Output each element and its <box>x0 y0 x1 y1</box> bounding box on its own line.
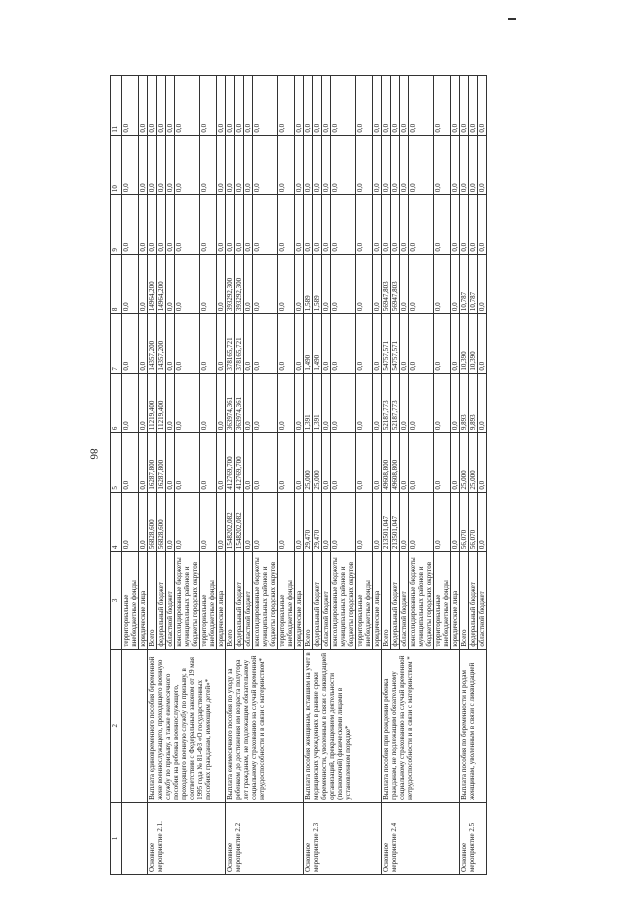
value-cell: 0,0 <box>139 76 148 136</box>
value-cell: 412769,700 <box>226 433 235 493</box>
value-cell: 29,470 <box>304 492 313 552</box>
value-cell: 10,787 <box>460 254 469 314</box>
value-cell: 0,0 <box>478 492 487 552</box>
funding-source: консолидированные бюджеты муниципальных районов и бюджеты городских округов <box>175 552 200 650</box>
value-cell: 0,0 <box>434 314 451 374</box>
value-cell: 0,0 <box>244 373 253 433</box>
value-cell: 1548202,082 <box>226 492 235 552</box>
budget-table <box>110 75 487 875</box>
value-cell: 0,0 <box>253 373 278 433</box>
header-cell: 1 <box>111 802 122 874</box>
funding-source: юридические лица <box>295 552 304 650</box>
value-cell: 0,0 <box>451 373 460 433</box>
value-cell: 0,0 <box>226 135 235 195</box>
value-cell: 1,490 <box>304 314 313 374</box>
value-cell: 0,0 <box>175 314 200 374</box>
value-cell: 0,0 <box>217 135 226 195</box>
value-cell: 0,0 <box>400 76 409 136</box>
value-cell: 0,0 <box>278 433 295 493</box>
value-cell: 0,0 <box>373 76 382 136</box>
value-cell: 0,0 <box>295 195 304 255</box>
value-cell: 0,0 <box>331 135 356 195</box>
value-cell: 0,0 <box>451 135 460 195</box>
value-cell: 0,0 <box>200 135 217 195</box>
value-cell: 0,0 <box>331 433 356 493</box>
value-cell: 56828,600 <box>157 492 166 552</box>
value-cell: 0,0 <box>434 135 451 195</box>
value-cell: 0,0 <box>322 373 331 433</box>
value-cell: 0,0 <box>253 433 278 493</box>
funding-source: областной бюджет <box>478 552 487 650</box>
funding-source: областной бюджет <box>322 552 331 650</box>
measure-name: Основное мероприятие 2.1. <box>148 802 226 874</box>
value-cell: 0,0 <box>322 314 331 374</box>
value-cell: 0,0 <box>400 254 409 314</box>
table-row <box>226 76 235 875</box>
value-cell: 56828,600 <box>148 492 157 552</box>
value-cell: 0,0 <box>122 314 139 374</box>
value-cell: 0,0 <box>139 433 148 493</box>
table-body <box>122 76 487 875</box>
value-cell: 0,0 <box>331 492 356 552</box>
value-cell: 16287,800 <box>148 433 157 493</box>
value-cell: 0,0 <box>295 373 304 433</box>
value-cell: 0,0 <box>122 433 139 493</box>
funding-source: консолидированные бюджеты муниципальных районов и бюджеты городских округов <box>331 552 356 650</box>
value-cell: 0,0 <box>469 195 478 255</box>
funding-source: территориальные внебюджетные фонды <box>200 552 217 650</box>
value-cell: 0,0 <box>235 135 244 195</box>
value-cell: 0,0 <box>139 135 148 195</box>
funding-source: федеральный бюджет <box>313 552 322 650</box>
value-cell: 363974,361 <box>235 373 244 433</box>
value-cell: 0,0 <box>217 195 226 255</box>
value-cell: 0,0 <box>235 195 244 255</box>
funding-source: федеральный бюджет <box>235 552 244 650</box>
value-cell: 56947,803 <box>382 254 391 314</box>
value-cell: 0,0 <box>451 195 460 255</box>
value-cell: 0,0 <box>356 492 373 552</box>
value-cell: 0,0 <box>200 373 217 433</box>
measure-name: Основное мероприятие 2.5 <box>460 802 487 874</box>
value-cell: 0,0 <box>166 433 175 493</box>
value-cell: 0,0 <box>166 373 175 433</box>
value-cell: 0,0 <box>409 76 434 136</box>
value-cell: 0,0 <box>322 433 331 493</box>
value-cell: 0,0 <box>175 433 200 493</box>
value-cell: 0,0 <box>478 195 487 255</box>
value-cell: 0,0 <box>409 254 434 314</box>
value-cell: 0,0 <box>391 195 400 255</box>
value-cell: 0,0 <box>157 76 166 136</box>
value-cell: 0,0 <box>122 492 139 552</box>
table-row <box>122 76 139 875</box>
value-cell: 0,0 <box>322 76 331 136</box>
value-cell: 0,0 <box>460 76 469 136</box>
value-cell: 0,0 <box>322 135 331 195</box>
value-cell: 11219,400 <box>148 373 157 433</box>
value-cell: 0,0 <box>139 254 148 314</box>
value-cell: 0,0 <box>226 76 235 136</box>
table-row <box>382 76 391 875</box>
value-cell: 0,0 <box>139 195 148 255</box>
funding-source: областной бюджет <box>400 552 409 650</box>
value-cell: 0,0 <box>356 314 373 374</box>
value-cell: 0,0 <box>122 254 139 314</box>
value-cell: 0,0 <box>478 135 487 195</box>
value-cell: 0,0 <box>278 492 295 552</box>
value-cell: 0,0 <box>217 433 226 493</box>
value-cell: 0,0 <box>434 492 451 552</box>
value-cell: 0,0 <box>382 195 391 255</box>
value-cell: 0,0 <box>200 314 217 374</box>
value-cell: 0,0 <box>175 254 200 314</box>
value-cell: 0,0 <box>295 76 304 136</box>
funding-source: Всего <box>382 552 391 650</box>
measure-description: Выплата единовременного пособия беременной жене военнослужащего, проходящего военную службу по призыву, а также ежемесячного пособия на ребенка военнослужащего, проходящего военную службу по призыву, в соответствии с Федеральным законом от 19 мая 1995 года № 81-ФЗ «О государственных пособиях гражданам, имеющим детей»* <box>148 649 226 802</box>
header-cell: 9 <box>111 195 122 255</box>
value-cell: 0,0 <box>253 254 278 314</box>
header-cell: 5 <box>111 433 122 493</box>
table-row <box>304 76 313 875</box>
value-cell: 0,0 <box>478 373 487 433</box>
funding-source: Всего <box>226 552 235 650</box>
value-cell: 0,0 <box>460 195 469 255</box>
measure-description <box>122 649 148 802</box>
value-cell: 0,0 <box>244 433 253 493</box>
value-cell: 0,0 <box>391 76 400 136</box>
header-cell: 10 <box>111 135 122 195</box>
value-cell: 0,0 <box>409 135 434 195</box>
value-cell: 56,070 <box>469 492 478 552</box>
header-cell: 4 <box>111 492 122 552</box>
value-cell: 0,0 <box>313 195 322 255</box>
funding-source: юридические лица <box>139 552 148 650</box>
value-cell: 0,0 <box>244 314 253 374</box>
value-cell: 0,0 <box>356 373 373 433</box>
value-cell: 0,0 <box>373 373 382 433</box>
value-cell: 0,0 <box>451 492 460 552</box>
value-cell: 0,0 <box>139 373 148 433</box>
value-cell: 0,0 <box>400 135 409 195</box>
value-cell: 14964,200 <box>148 254 157 314</box>
value-cell: 393292,300 <box>226 254 235 314</box>
value-cell: 0,0 <box>391 135 400 195</box>
value-cell: 0,0 <box>278 373 295 433</box>
table-row <box>148 76 157 875</box>
value-cell: 0,0 <box>409 314 434 374</box>
value-cell: 0,0 <box>217 76 226 136</box>
value-cell: 0,0 <box>175 195 200 255</box>
funding-source: юридические лица <box>217 552 226 650</box>
value-cell: 0,0 <box>304 76 313 136</box>
value-cell: 0,0 <box>322 254 331 314</box>
value-cell: 0,0 <box>200 76 217 136</box>
value-cell: 0,0 <box>409 195 434 255</box>
header-cell: 2 <box>111 649 122 802</box>
value-cell: 0,0 <box>166 492 175 552</box>
value-cell: 11219,400 <box>157 373 166 433</box>
value-cell: 0,0 <box>469 76 478 136</box>
funding-source: федеральный бюджет <box>391 552 400 650</box>
value-cell: 0,0 <box>217 373 226 433</box>
value-cell: 56947,803 <box>391 254 400 314</box>
header-cell: 6 <box>111 373 122 433</box>
header-cell: 8 <box>111 254 122 314</box>
value-cell: 0,0 <box>304 135 313 195</box>
scan-mark <box>508 18 516 20</box>
value-cell: 0,0 <box>122 195 139 255</box>
value-cell: 0,0 <box>139 314 148 374</box>
measure-description: Выплата пособия по беременности и родам женщинам, уволенным в связи с ликвидацией <box>460 649 487 802</box>
value-cell: 25,000 <box>313 433 322 493</box>
value-cell: 0,0 <box>278 76 295 136</box>
value-cell: 0,0 <box>200 195 217 255</box>
header-row <box>111 76 122 875</box>
header-cell: 3 <box>111 552 122 650</box>
value-cell: 0,0 <box>322 195 331 255</box>
value-cell: 0,0 <box>331 254 356 314</box>
value-cell: 0,0 <box>253 195 278 255</box>
funding-source: территориальные внебюджетные фонды <box>278 552 295 650</box>
value-cell: 0,0 <box>295 433 304 493</box>
value-cell: 0,0 <box>278 314 295 374</box>
value-cell: 0,0 <box>400 373 409 433</box>
value-cell: 0,0 <box>139 492 148 552</box>
value-cell: 0,0 <box>157 135 166 195</box>
value-cell: 0,0 <box>217 492 226 552</box>
value-cell: 9,893 <box>460 373 469 433</box>
value-cell: 49608,800 <box>391 433 400 493</box>
value-cell: 0,0 <box>451 254 460 314</box>
value-cell: 1,391 <box>304 373 313 433</box>
value-cell: 1,490 <box>313 314 322 374</box>
value-cell: 25,000 <box>469 433 478 493</box>
value-cell: 0,0 <box>373 254 382 314</box>
value-cell: 29,470 <box>313 492 322 552</box>
value-cell: 0,0 <box>244 135 253 195</box>
value-cell: 0,0 <box>356 76 373 136</box>
value-cell: 0,0 <box>356 254 373 314</box>
value-cell: 0,0 <box>157 195 166 255</box>
value-cell: 363974,361 <box>226 373 235 433</box>
value-cell: 0,0 <box>278 254 295 314</box>
value-cell: 0,0 <box>122 135 139 195</box>
value-cell: 0,0 <box>313 135 322 195</box>
value-cell: 0,0 <box>244 76 253 136</box>
value-cell: 0,0 <box>434 254 451 314</box>
value-cell: 0,0 <box>331 76 356 136</box>
value-cell: 213501,047 <box>391 492 400 552</box>
value-cell: 0,0 <box>469 135 478 195</box>
measure-name: Основное мероприятие 2.3 <box>304 802 382 874</box>
funding-source: консолидированные бюджеты муниципальных районов и бюджеты городских округов <box>253 552 278 650</box>
value-cell: 0,0 <box>148 195 157 255</box>
value-cell: 0,0 <box>434 195 451 255</box>
value-cell: 378165,721 <box>235 314 244 374</box>
value-cell: 0,0 <box>331 195 356 255</box>
value-cell: 0,0 <box>478 254 487 314</box>
value-cell: 213501,047 <box>382 492 391 552</box>
value-cell: 0,0 <box>313 76 322 136</box>
value-cell: 0,0 <box>295 314 304 374</box>
value-cell: 1,391 <box>313 373 322 433</box>
value-cell: 0,0 <box>434 373 451 433</box>
value-cell: 0,0 <box>253 135 278 195</box>
value-cell: 0,0 <box>373 314 382 374</box>
value-cell: 0,0 <box>331 373 356 433</box>
value-cell: 10,787 <box>469 254 478 314</box>
value-cell: 0,0 <box>400 433 409 493</box>
value-cell: 14964,200 <box>157 254 166 314</box>
value-cell: 0,0 <box>235 76 244 136</box>
value-cell: 25,000 <box>304 433 313 493</box>
measure-name <box>122 802 148 874</box>
value-cell: 0,0 <box>400 492 409 552</box>
value-cell: 0,0 <box>244 254 253 314</box>
value-cell: 16287,800 <box>157 433 166 493</box>
value-cell: 0,0 <box>434 76 451 136</box>
value-cell: 0,0 <box>253 492 278 552</box>
header-cell: 7 <box>111 314 122 374</box>
value-cell: 0,0 <box>478 76 487 136</box>
value-cell: 0,0 <box>295 135 304 195</box>
value-cell: 0,0 <box>400 195 409 255</box>
value-cell: 0,0 <box>244 195 253 255</box>
value-cell: 0,0 <box>373 195 382 255</box>
value-cell: 54757,571 <box>391 314 400 374</box>
value-cell: 0,0 <box>400 314 409 374</box>
value-cell: 0,0 <box>166 76 175 136</box>
value-cell: 0,0 <box>217 254 226 314</box>
value-cell: 0,0 <box>175 492 200 552</box>
value-cell: 10,390 <box>460 314 469 374</box>
value-cell: 0,0 <box>373 135 382 195</box>
value-cell: 0,0 <box>278 195 295 255</box>
value-cell: 0,0 <box>451 314 460 374</box>
measure-name: Основное мероприятие 2.4 <box>382 802 460 874</box>
value-cell: 0,0 <box>356 195 373 255</box>
value-cell: 0,0 <box>253 314 278 374</box>
funding-source: территориальные внебюджетные фонды <box>356 552 373 650</box>
value-cell: 0,0 <box>148 135 157 195</box>
value-cell: 0,0 <box>166 195 175 255</box>
value-cell: 412769,700 <box>235 433 244 493</box>
value-cell: 0,0 <box>200 492 217 552</box>
value-cell: 0,0 <box>460 135 469 195</box>
value-cell: 1,589 <box>304 254 313 314</box>
value-cell: 0,0 <box>166 314 175 374</box>
value-cell: 0,0 <box>122 76 139 136</box>
value-cell: 0,0 <box>175 135 200 195</box>
value-cell: 0,0 <box>382 135 391 195</box>
value-cell: 0,0 <box>382 76 391 136</box>
rotated-table-page <box>110 75 610 875</box>
value-cell: 0,0 <box>322 492 331 552</box>
value-cell: 0,0 <box>356 433 373 493</box>
value-cell: 52187,773 <box>382 373 391 433</box>
funding-source: консолидированные бюджеты муниципальных районов и бюджеты городских округов <box>409 552 434 650</box>
value-cell: 54757,571 <box>382 314 391 374</box>
value-cell: 1,589 <box>313 254 322 314</box>
funding-source: юридические лица <box>373 552 382 650</box>
measure-description: Выплата пособия при рождении ребенка гражданам, не подлежащим обязательному социальному страхованию на случай временной нетрудоспособности и в связи с материнством * <box>382 649 460 802</box>
page-number: 86 <box>87 448 100 460</box>
funding-source: Всего <box>304 552 313 650</box>
value-cell: 9,893 <box>469 373 478 433</box>
value-cell: 0,0 <box>217 314 226 374</box>
value-cell: 0,0 <box>244 492 253 552</box>
value-cell: 0,0 <box>166 254 175 314</box>
funding-source: территориальные внебюджетные фонды <box>122 552 139 650</box>
value-cell: 0,0 <box>175 76 200 136</box>
value-cell: 0,0 <box>478 433 487 493</box>
value-cell: 0,0 <box>331 314 356 374</box>
value-cell: 0,0 <box>200 254 217 314</box>
value-cell: 0,0 <box>373 433 382 493</box>
value-cell: 1548202,082 <box>235 492 244 552</box>
funding-source: территориальные внебюджетные фонды <box>434 552 451 650</box>
value-cell: 0,0 <box>434 433 451 493</box>
funding-source: федеральный бюджет <box>157 552 166 650</box>
value-cell: 378165,721 <box>226 314 235 374</box>
value-cell: 0,0 <box>409 492 434 552</box>
value-cell: 14357,200 <box>148 314 157 374</box>
value-cell: 14357,200 <box>157 314 166 374</box>
funding-source: федеральный бюджет <box>469 552 478 650</box>
funding-source: областной бюджет <box>166 552 175 650</box>
value-cell: 52187,773 <box>391 373 400 433</box>
value-cell: 0,0 <box>200 433 217 493</box>
value-cell: 0,0 <box>253 76 278 136</box>
measure-name: Основное мероприятие 2.2 <box>226 802 304 874</box>
value-cell: 0,0 <box>478 314 487 374</box>
value-cell: 0,0 <box>175 373 200 433</box>
value-cell: 56,070 <box>460 492 469 552</box>
funding-source: Всего <box>460 552 469 650</box>
funding-source: областной бюджет <box>244 552 253 650</box>
value-cell: 0,0 <box>122 373 139 433</box>
value-cell: 0,0 <box>166 135 175 195</box>
funding-source: юридические лица <box>451 552 460 650</box>
funding-source: Всего <box>148 552 157 650</box>
measure-description: Выплата ежемесячного пособия по уходу за ребенком до достижения им возраста полутора лет гражданам, не подлежащим обязательному социальному страхованию на случай временной нетрудоспособности и в связи с материнством* <box>226 649 304 802</box>
value-cell: 393292,300 <box>235 254 244 314</box>
table-row <box>460 76 469 875</box>
value-cell: 0,0 <box>295 254 304 314</box>
value-cell: 0,0 <box>148 76 157 136</box>
value-cell: 0,0 <box>409 433 434 493</box>
value-cell: 49608,800 <box>382 433 391 493</box>
value-cell: 0,0 <box>409 373 434 433</box>
value-cell: 0,0 <box>295 492 304 552</box>
value-cell: 0,0 <box>304 195 313 255</box>
header-cell: 11 <box>111 76 122 136</box>
value-cell: 0,0 <box>451 76 460 136</box>
value-cell: 0,0 <box>278 135 295 195</box>
value-cell: 0,0 <box>451 433 460 493</box>
value-cell: 25,000 <box>460 433 469 493</box>
value-cell: 0,0 <box>226 195 235 255</box>
measure-description: Выплата пособия женщинам, вставшим на учет в медицинских учреждениях в ранние сроки беременности, уволенным в связи с ликвидацией организаций, прекращением деятельности (полномочий) физическими лицами в установленном порядке* <box>304 649 382 802</box>
value-cell: 0,0 <box>373 492 382 552</box>
value-cell: 0,0 <box>356 135 373 195</box>
value-cell: 10,390 <box>469 314 478 374</box>
